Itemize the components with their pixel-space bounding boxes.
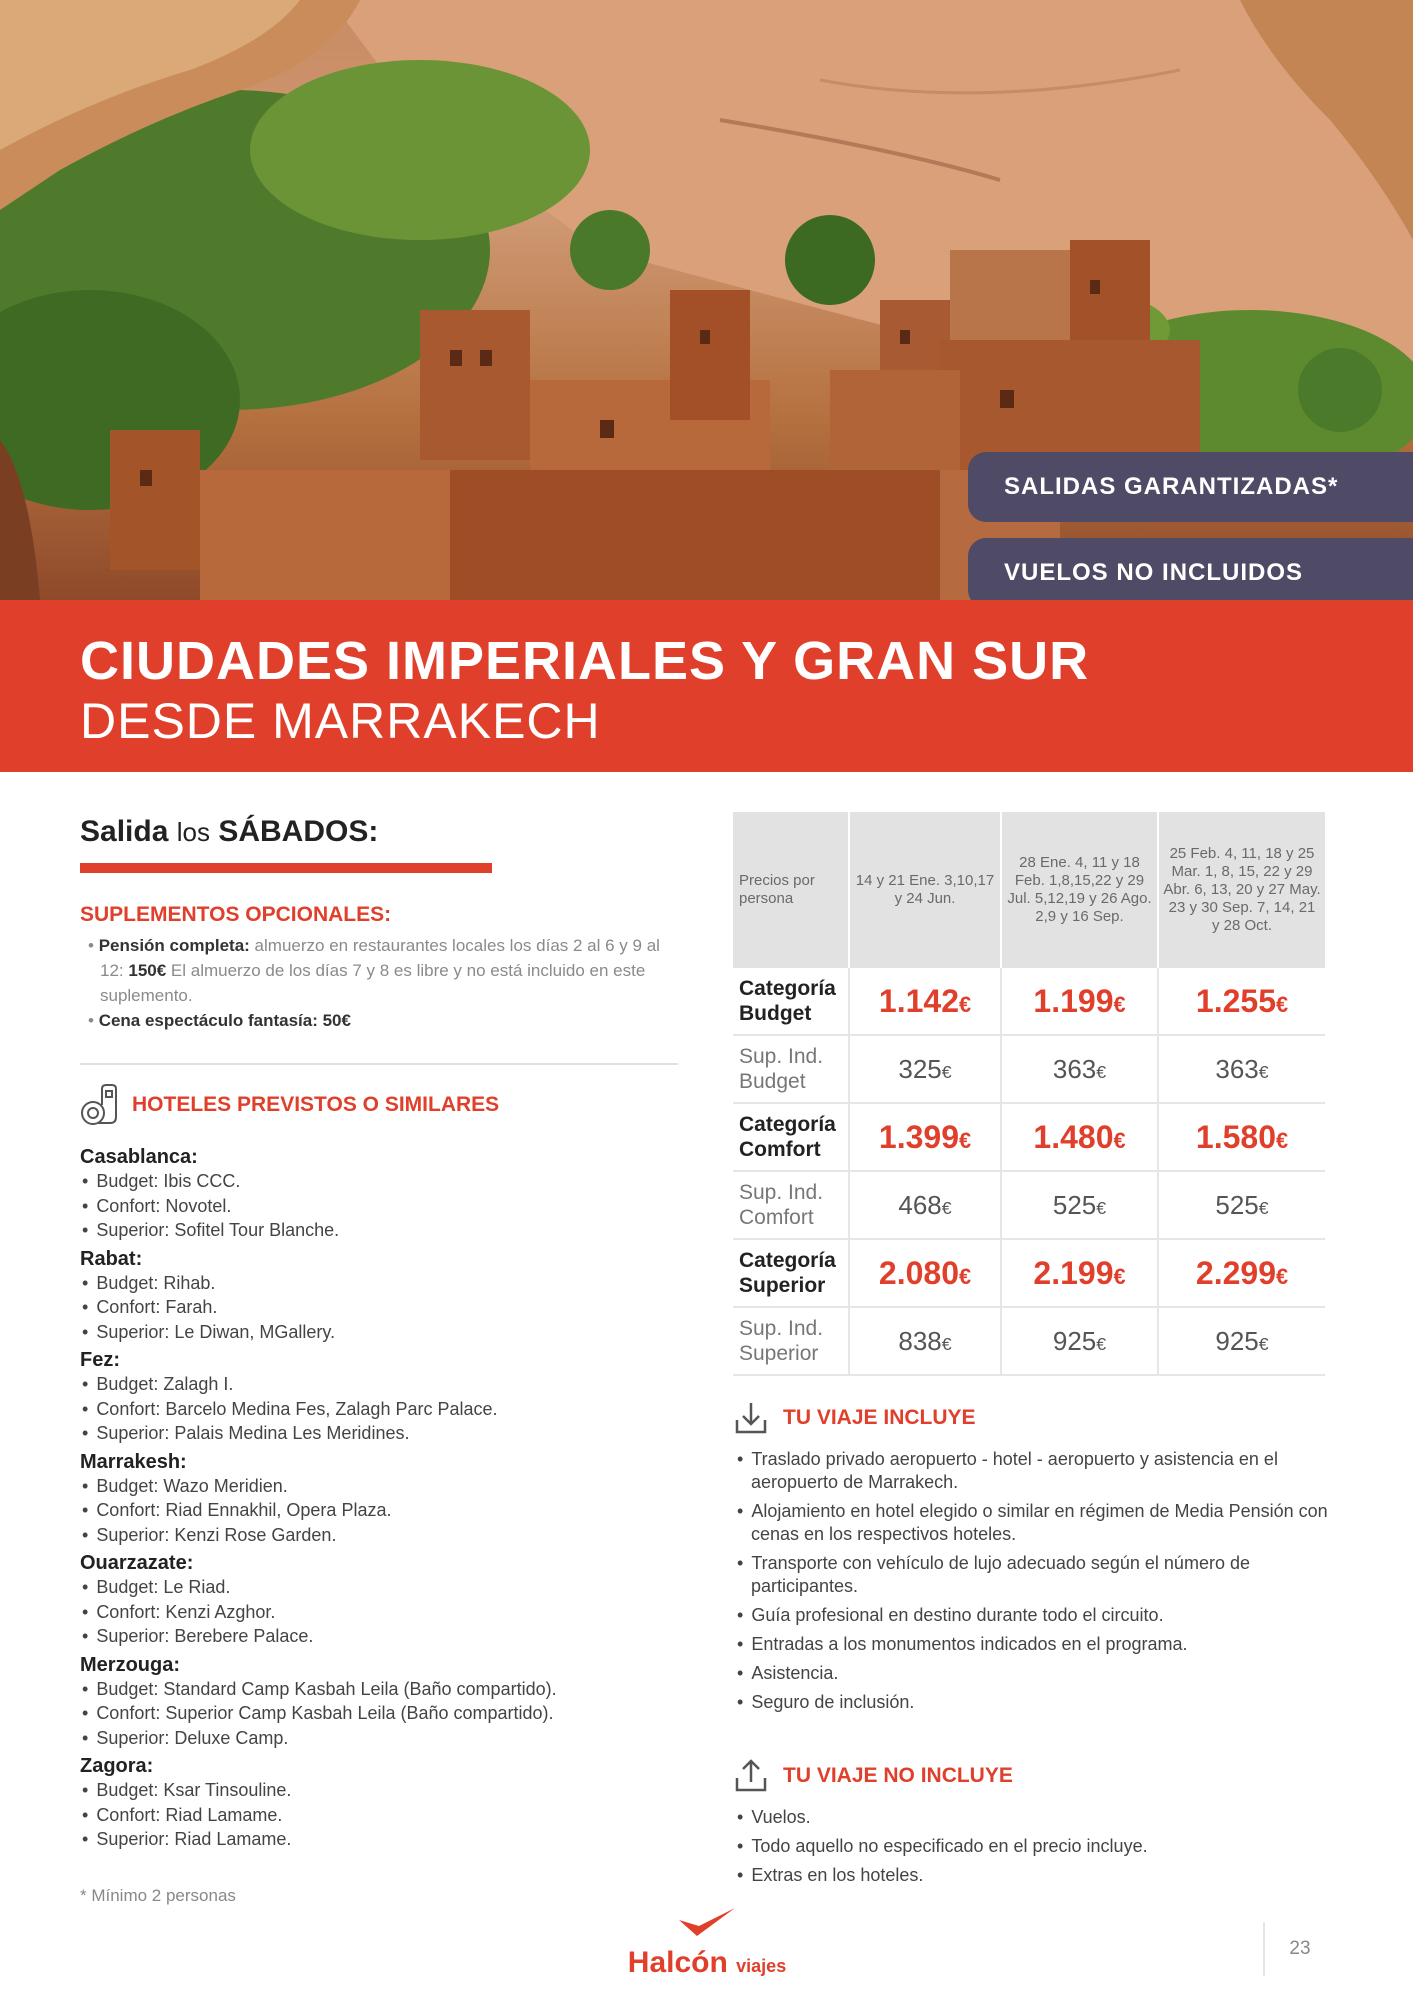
table-row [733, 1307, 1325, 1375]
hotel-item: • Confort: Riad Ennakhil, Opera Plaza. [80, 1498, 680, 1523]
halcon-logo [622, 1906, 792, 1986]
list-item: • Extras en los hoteles. [733, 1864, 1333, 1887]
row-label: Sup. Ind. Budget [733, 1035, 849, 1103]
hotel-item: • Budget: Le Riad. [80, 1575, 680, 1600]
price-table [733, 812, 1325, 1376]
hotel-city-name: Zagora: [80, 1755, 154, 1777]
supplement-item: • Cena espectáculo fantasía: 50€ [88, 1011, 351, 1030]
hotel-item: • Superior: Riad Lamame. [80, 1827, 680, 1852]
list-item: • Traslado privado aeropuerto - hotel - aeropuerto y asistencia en el aeropuerto de Marrakech. [733, 1448, 1333, 1494]
hotel-city-block [80, 1754, 680, 1852]
excludes-list [733, 1806, 1333, 1887]
hotel-item: • Superior: Deluxe Camp. [80, 1726, 680, 1751]
price-cell: 363€ [1158, 1035, 1325, 1103]
excludes-section [733, 1758, 1333, 1893]
upload-icon [733, 1758, 769, 1794]
hotel-list [80, 1575, 680, 1649]
hotel-city-name: Rabat: [80, 1247, 143, 1270]
hotel-city-block [80, 1551, 680, 1649]
row-label: Categoría Comfort [733, 1103, 849, 1171]
hotel-city-block [80, 1247, 680, 1345]
list-item: • Entradas a los monumentos indicados en el programa. [733, 1633, 1333, 1656]
hotel-list [80, 1372, 680, 1446]
hotel-item: • Confort: Farah. [80, 1295, 680, 1320]
row-label: Sup. Ind. Superior [733, 1307, 849, 1375]
hotel-item: • Budget: Ksar Tinsouline. [80, 1778, 680, 1803]
table-row [733, 1103, 1325, 1171]
includes-header [733, 1400, 1333, 1436]
price-cell: 838€ [849, 1307, 1001, 1375]
excludes-heading: TU VIAJE NO INCLUYE [783, 1764, 1013, 1787]
hotel-item: • Confort: Novotel. [80, 1194, 680, 1219]
hotel-city-block [80, 1450, 680, 1548]
hotel-city-block [80, 1145, 680, 1243]
price-cell: 2.299€ [1158, 1239, 1325, 1307]
hotel-item: • Confort: Barcelo Medina Fes, Zalagh Parc Palace. [80, 1397, 680, 1422]
hotel-item: • Superior: Palais Medina Les Meridines. [80, 1421, 680, 1446]
hotel-city-block [80, 1348, 680, 1446]
price-header-label: Precios por persona [733, 812, 849, 968]
red-divider [80, 863, 492, 873]
hotels-heading: HOTELES PREVISTOS O SIMILARES [132, 1093, 500, 1116]
table-row [733, 968, 1325, 1035]
hotel-icon [80, 1083, 120, 1127]
departure-mid: los [176, 817, 210, 847]
price-cell: 363€ [1001, 1035, 1158, 1103]
hotel-item: • Budget: Zalagh I. [80, 1372, 680, 1397]
price-cell: 925€ [1158, 1307, 1325, 1375]
departure-prefix: Salida [80, 815, 169, 848]
list-item: • Todo aquello no especificado en el precio incluye. [733, 1835, 1333, 1858]
hotel-item: • Budget: Rihab. [80, 1271, 680, 1296]
price-cell: 1.480€ [1001, 1103, 1158, 1171]
table-row [733, 1171, 1325, 1239]
price-cell: 468€ [849, 1171, 1001, 1239]
includes-section [733, 1400, 1333, 1720]
price-cell: 1.255€ [1158, 968, 1325, 1035]
left-column [80, 815, 680, 1906]
page-title: CIUDADES IMPERIALES Y GRAN SUR [80, 631, 1090, 691]
price-cell: 925€ [1001, 1307, 1158, 1375]
hotel-city-name: Ouarzazate: [80, 1552, 194, 1574]
page-subtitle: DESDE MARRAKECH [80, 693, 601, 749]
download-icon [733, 1400, 769, 1436]
hotel-item: • Superior: Sofitel Tour Blanche. [80, 1218, 680, 1243]
includes-heading: TU VIAJE INCLUYE [783, 1406, 976, 1429]
row-label: Sup. Ind. Comfort [733, 1171, 849, 1239]
hotel-city-name: Merzouga: [80, 1653, 180, 1676]
price-cell: 525€ [1158, 1171, 1325, 1239]
list-item: • Asistencia. [733, 1662, 1333, 1685]
hotel-item: • Confort: Superior Camp Kasbah Leila (Baño compartido). [80, 1701, 680, 1726]
price-cell: 1.199€ [1001, 968, 1158, 1035]
list-item: • Alojamiento en hotel elegido o similar en régimen de Media Pensión con cenas en los respectivos hoteles. [733, 1500, 1333, 1546]
list-item: • Seguro de inclusión. [733, 1691, 1333, 1714]
hero-photo [0, 0, 1413, 600]
supplements-list [80, 933, 680, 1033]
price-cell: 325€ [849, 1035, 1001, 1103]
price-table-header [733, 812, 1325, 968]
row-label: Categoría Superior [733, 1239, 849, 1307]
price-cell: 525€ [1001, 1171, 1158, 1239]
list-item: • Vuelos. [733, 1806, 1333, 1829]
includes-list [733, 1448, 1333, 1714]
hotel-list [80, 1677, 680, 1751]
price-cell: 2.199€ [1001, 1239, 1158, 1307]
hotel-item: • Superior: Le Diwan, MGallery. [80, 1320, 680, 1345]
table-row [733, 1035, 1325, 1103]
hotel-item: • Confort: Riad Lamame. [80, 1803, 680, 1828]
footnote: * Mínimo 2 personas [80, 1885, 236, 1905]
excludes-header [733, 1758, 1333, 1794]
hotel-city-name: Casablanca: [80, 1146, 198, 1168]
supplements-heading: SUPLEMENTOS OPCIONALES: [80, 903, 392, 926]
price-cell: 1.580€ [1158, 1103, 1325, 1171]
title-band [0, 600, 1413, 772]
row-label: Categoría Budget [733, 968, 849, 1035]
hotel-city-block [80, 1653, 680, 1751]
hotel-city-name: Fez: [80, 1349, 120, 1371]
hotel-item: • Budget: Standard Camp Kasbah Leila (Baño compartido). [80, 1677, 680, 1702]
brand-name: Halcón viajes [627, 1946, 787, 1979]
price-cell: 2.080€ [849, 1239, 1001, 1307]
hotel-item: • Budget: Wazo Meridien. [80, 1474, 680, 1499]
table-row [733, 1239, 1325, 1307]
price-header-dates-2: 28 Ene. 4, 11 y 18 Feb. 1,8,15,22 y 29 Jul. 5,12,19 y 26 Ago. 2,9 y 16 Sep. [1001, 812, 1158, 968]
hotel-list [80, 1271, 680, 1345]
hotel-list [80, 1778, 680, 1852]
price-cell: 1.142€ [849, 968, 1001, 1035]
list-item: • Guía profesional en destino durante todo el circuito. [733, 1604, 1333, 1627]
departure-day: SÁBADOS: [218, 815, 379, 848]
hotel-item: • Confort: Kenzi Azghor. [80, 1600, 680, 1625]
page-number: 23 [1263, 1922, 1335, 1976]
supplement-item: • Pensión completa: almuerzo en restaurantes locales los días 2 al 6 y 9 al 12: 150€ El almuerzo de los días 7 y 8 es libre y no está incluido en este suplemento. [88, 936, 660, 1005]
price-cell: 1.399€ [849, 1103, 1001, 1171]
departure-heading [80, 815, 680, 849]
halcon-logo-icon [677, 1906, 737, 1942]
grey-divider [80, 1063, 678, 1065]
hotel-item: • Superior: Kenzi Rose Garden. [80, 1523, 680, 1548]
price-header-dates-1: 14 y 21 Ene. 3,10,17 y 24 Jun. [849, 812, 1001, 968]
flights-not-included-badge: VUELOS NO INCLUIDOS [968, 538, 1413, 600]
hotels-header [80, 1083, 680, 1127]
hotel-list [80, 1474, 680, 1548]
guaranteed-departures-badge: SALIDAS GARANTIZADAS* [968, 452, 1413, 522]
hotel-item: • Superior: Berebere Palace. [80, 1624, 680, 1649]
price-header-dates-3: 25 Feb. 4, 11, 18 y 25 Mar. 1, 8, 15, 22 y 29 Abr. 6, 13, 20 y 27 May. 23 y 30 Sep. 7, 14, 21 y 28 Oct. [1158, 812, 1325, 968]
hotel-cities [80, 1145, 680, 1852]
hotel-list [80, 1169, 680, 1243]
hotel-city-name: Marrakesh: [80, 1450, 187, 1473]
list-item: • Transporte con vehículo de lujo adecuado según el número de participantes. [733, 1552, 1333, 1598]
hotel-item: • Budget: Ibis CCC. [80, 1169, 680, 1194]
